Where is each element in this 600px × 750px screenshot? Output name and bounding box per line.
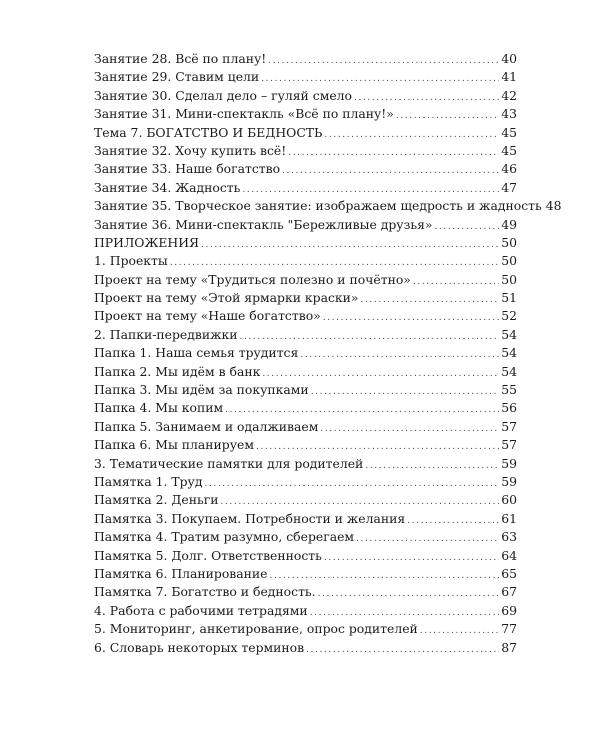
toc-entry-title: Памятка 5. Долг. Ответственность — [94, 547, 322, 563]
toc-entry-title: Проект на тему «Трудиться полезно и почётно» — [94, 271, 411, 287]
toc-leader-dots — [434, 218, 499, 236]
toc-leader-dots — [324, 549, 499, 567]
toc-entry-page: 56 — [501, 400, 517, 416]
toc-leader-dots — [282, 162, 499, 180]
toc-entry-page: 50 — [501, 234, 517, 250]
toc-entry-page: 77 — [501, 621, 517, 637]
toc-entry — [94, 252, 517, 270]
toc-entry-page: 65 — [501, 565, 517, 581]
toc-entry — [94, 528, 517, 546]
toc-leader-dots — [361, 291, 500, 309]
toc-entry-page: 41 — [501, 69, 517, 85]
toc-entry — [94, 344, 517, 362]
toc-entry-title: 2. Папки-передвижки — [94, 326, 238, 342]
toc-leader-dots — [356, 530, 499, 548]
toc-entry-title: Памятка 4. Тратим разумно, сберегаем — [94, 529, 355, 545]
toc-entry — [94, 179, 517, 197]
toc-entry-page: 46 — [501, 161, 517, 177]
toc-entry-page: 63 — [501, 529, 517, 545]
toc-entry — [94, 289, 517, 307]
toc-entry — [94, 620, 517, 638]
toc-leader-dots — [413, 273, 499, 291]
table-of-contents — [94, 50, 562, 657]
toc-entry-page: 61 — [501, 510, 517, 526]
toc-entry-page: 59 — [501, 455, 517, 471]
toc-leader-dots — [306, 641, 499, 659]
toc-entry — [94, 142, 517, 160]
toc-entry-title: Занятие 33. Наше богатство — [94, 161, 281, 177]
toc-entry-title: Занятие 28. Всё по плану! — [94, 51, 267, 66]
toc-entry-title: Памятка 1. Труд — [94, 473, 203, 489]
toc-entry-page: 67 — [501, 584, 517, 600]
toc-entry — [94, 307, 517, 325]
toc-entry — [94, 473, 517, 491]
toc-entry-page: 55 — [501, 382, 517, 398]
toc-entry-title: Занятие 35. Творческое занятие: изображаем щедрость и жадность — [94, 198, 542, 214]
toc-leader-dots — [323, 309, 499, 327]
toc-leader-dots — [365, 457, 499, 475]
toc-entry-title: Памятка 3. Покупаем. Потребности и желания — [94, 510, 406, 526]
toc-entry — [94, 436, 517, 454]
toc-entry-page: 51 — [501, 290, 517, 306]
toc-entry-title: Занятие 30. Сделал дело – гуляй смело — [94, 87, 352, 103]
toc-entry — [94, 565, 517, 583]
toc-entry — [94, 105, 517, 123]
toc-entry-title: ПРИЛОЖЕНИЯ — [94, 234, 200, 250]
toc-entry — [94, 399, 517, 417]
toc-entry-title: 4. Работа с рабочими тетрадями — [94, 602, 308, 618]
toc-entry-title: Папка 5. Занимаем и одалживаем — [94, 418, 319, 434]
toc-entry-page: 43 — [501, 106, 517, 122]
toc-entry — [94, 234, 517, 252]
toc-entry-title: Занятие 32. Хочу купить всё! — [94, 142, 287, 158]
toc-entry — [94, 50, 517, 68]
toc-entry — [94, 491, 517, 509]
toc-entry-page: 57 — [501, 437, 517, 453]
toc-leader-dots — [324, 126, 499, 144]
toc-entry — [94, 68, 517, 86]
toc-entry-page: 50 — [501, 253, 517, 269]
toc-entry-title: 6. Словарь некоторых терминов — [94, 639, 305, 655]
toc-entry-title: Папка 4. Мы копим — [94, 400, 224, 416]
toc-entry-page: 52 — [501, 308, 517, 324]
toc-entry — [94, 160, 517, 178]
toc-entry-title: Папка 1. Наша семья трудится — [94, 345, 299, 361]
toc-entry-title: Проект на тему «Этой ярмарки краски» — [94, 290, 359, 306]
toc-entry — [94, 418, 517, 436]
toc-entry — [94, 87, 517, 105]
toc-leader-dots — [311, 383, 500, 401]
toc-entry-title: Проект на тему «Наше богатство» — [94, 308, 321, 324]
toc-entry-title: Занятие 31. Мини-спектакль «Всё по плану!» — [94, 106, 394, 122]
toc-entry-title: Папка 6. Мы планируем — [94, 437, 254, 453]
toc-entry-page: 54 — [501, 326, 517, 342]
toc-leader-dots — [300, 346, 499, 364]
toc-entry — [94, 197, 562, 215]
toc-leader-dots — [288, 144, 499, 162]
toc-entry-page: 49 — [501, 216, 517, 232]
toc-entry-page: 50 — [501, 271, 517, 287]
toc-entry — [94, 602, 517, 620]
toc-entry-page: 45 — [501, 124, 517, 140]
toc-entry-page: 87 — [501, 639, 517, 655]
toc-entry-title: Папка 3. Мы идём за покупками — [94, 382, 309, 398]
toc-entry-page: 40 — [501, 51, 517, 66]
toc-entry-title: Занятие 29. Ставим цели — [94, 69, 260, 85]
toc-leader-dots — [407, 512, 499, 530]
toc-leader-dots — [420, 622, 499, 640]
toc-entry-page: 69 — [501, 602, 517, 618]
toc-leader-dots — [268, 52, 499, 70]
toc-leader-dots — [204, 475, 499, 493]
toc-leader-dots — [396, 107, 499, 125]
toc-entry — [94, 547, 517, 565]
toc-entry-title: Памятка 7. Богатство и бедность. — [94, 584, 316, 600]
toc-entry-page: 54 — [501, 363, 517, 379]
toc-entry-page: 59 — [501, 473, 517, 489]
toc-entry-title: 1. Проекты — [94, 253, 168, 269]
toc-entry — [94, 510, 517, 528]
toc-entry-title: Тема 7. БОГАТСТВО И БЕДНОСТЬ — [94, 124, 323, 140]
toc-entry-title: Памятка 6. Планирование — [94, 565, 268, 581]
toc-entry-page: 64 — [501, 547, 517, 563]
toc-leader-dots — [201, 236, 499, 254]
toc-entry — [94, 216, 517, 234]
toc-entry-page: 45 — [501, 142, 517, 158]
toc-entry-title: Папка 2. Мы идём в банк — [94, 363, 261, 379]
toc-entry-page: 57 — [501, 418, 517, 434]
toc-entry — [94, 381, 517, 399]
toc-entry — [94, 455, 517, 473]
toc-entry-title: 5. Мониторинг, анкетирование, опрос родителей — [94, 621, 418, 637]
toc-entry-page: 47 — [501, 179, 517, 195]
toc-leader-dots — [320, 420, 499, 438]
toc-entry-page: 48 — [545, 198, 562, 214]
toc-entry-title: 3. Тематические памятки для родителей — [94, 455, 364, 471]
toc-entry-page: 42 — [501, 87, 517, 103]
toc-entry — [94, 271, 517, 289]
toc-entry-page: 54 — [501, 345, 517, 361]
toc-entry-page: 60 — [501, 492, 517, 508]
toc-entry — [94, 363, 517, 381]
toc-leader-dots — [318, 585, 500, 603]
toc-entry — [94, 326, 517, 344]
toc-entry-title: Памятка 2. Деньги — [94, 492, 219, 508]
toc-entry — [94, 124, 517, 142]
toc-entry — [94, 583, 517, 601]
toc-entry-title: Занятие 34. Жадность — [94, 179, 241, 195]
toc-entry-title: Занятие 36. Мини-спектакль "Бережливые друзья» — [94, 216, 433, 232]
toc-entry — [94, 639, 517, 657]
